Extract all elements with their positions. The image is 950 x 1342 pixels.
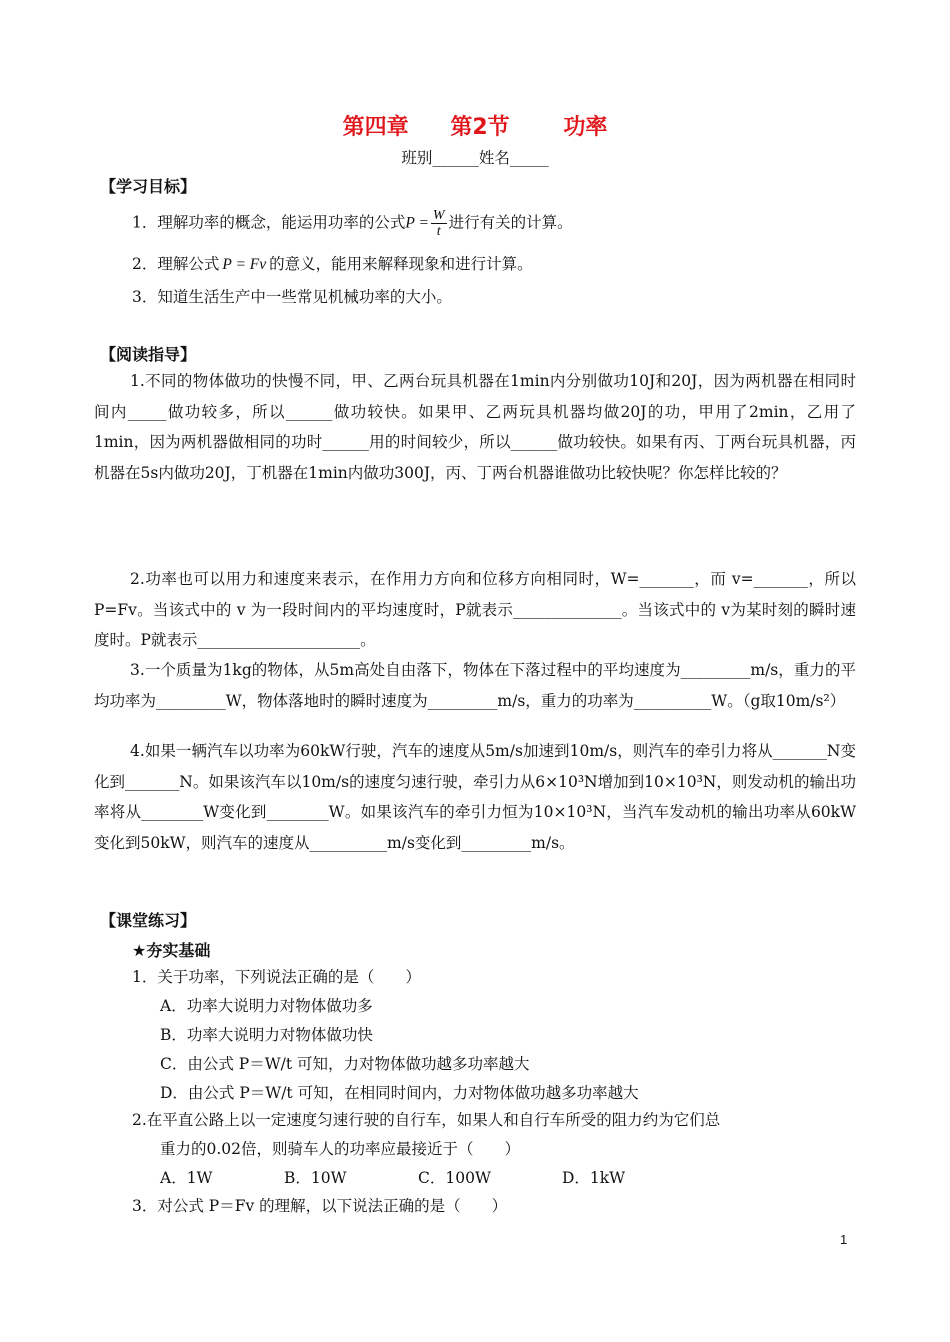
- reading-paragraph-1: 1.不同的物体做功的快慢不同，甲、乙两台玩具机器在1min内分别做功10J和20J，因为两机器在相同时间内_____做功较多，所以______做功较快。如果甲、乙两玩具机器均做20J的功，甲用了2min，乙用了1min，因为两机器做相同的功时______用的时间较少，所以______做功较快。如果有丙、丁两台玩具机器，丙机器在5s内做功20J，丁机器在1min内做功300J，丙、丁两台机器谁做功比较快呢？你怎样比较的？: [94, 372, 856, 482]
- goal-1: [132, 208, 573, 239]
- reading-paragraph-4: 4.如果一辆汽车以功率为60kW行驶，汽车的速度从5m/s加速到10m/s，则汽车的牵引力将从_______N变化到_______N。如果该汽车以10m/s的速度匀速行驶，牵引力从6×10³N增加到10×10³N，则发动机的输出功率将从________W变化到________W。如果该汽车的牵引力恒为10×10³N，当汽车发动机的输出功率从60kW变化到50kW，则汽车的速度从__________m/s变化到_________m/s。: [94, 742, 856, 852]
- reading-paragraph-2: 2.功率也可以用力和速度来表示，在作用力方向和位移方向相同时，W=_______，而 v=_______，所以 P=Fv。当该式中的 v 为一段时间内的平均速度时，P就表示______________。当该式中的 v为某时刻的瞬时速度时。P就表示_____________________。: [94, 570, 856, 649]
- question-1-option-b: B．功率大说明力对物体做功快: [160, 1026, 373, 1044]
- question-1: 1．关于功率，下列说法正确的是（ ）: [132, 968, 421, 986]
- question-1-option-a: A．功率大说明力对物体做功多: [160, 997, 373, 1015]
- fraction-numerator: W: [432, 208, 445, 223]
- title-chapter: 第四章: [342, 115, 409, 140]
- goal-1-fraction: [431, 208, 447, 239]
- question-2-line-2: 重力的0.02倍，则骑车人的功率应最接近于（ ）: [160, 1140, 521, 1158]
- page-title: [0, 110, 950, 141]
- question-2-option-b: B．10W: [284, 1169, 347, 1187]
- basic-heading: ★夯实基础: [132, 941, 211, 960]
- goal-1-post: 进行有关的计算。: [448, 213, 573, 232]
- title-topic: 功率: [563, 115, 608, 140]
- question-1-option-d: D．由公式 P＝W/t 可知，在相同时间内，力对物体做功越多功率越大: [160, 1084, 639, 1102]
- question-3: 3．对公式 P＝Fv 的理解，以下说法正确的是（ ）: [132, 1197, 508, 1215]
- heading-practice: 【课堂练习】: [100, 911, 197, 930]
- goal-2-post: 的意义，能用来解释现象和进行计算。: [269, 255, 533, 273]
- question-2-option-c: C．100W: [418, 1169, 491, 1187]
- heading-goals: 【学习目标】: [100, 177, 197, 196]
- question-2-option-a: A．1W: [160, 1169, 213, 1187]
- title-section: 第2节: [450, 115, 510, 140]
- goal-3: 3．知道生活生产中一些常见机械功率的大小。: [132, 288, 452, 306]
- goal-2-formula: P = Fv: [222, 256, 267, 273]
- goal-2: [132, 254, 533, 275]
- goal-1-pre: 1．理解功率的概念，能运用功率的公式: [132, 213, 406, 232]
- fraction-denominator: t: [436, 224, 441, 239]
- heading-reading: 【阅读指导】: [100, 345, 197, 364]
- class-name-line: 班别______姓名_____: [401, 149, 549, 167]
- goal-1-formula-lhs: P =: [405, 214, 429, 232]
- question-2-line-1: 2.在平直公路上以一定速度匀速行驶的自行车，如果人和自行车所受的阻力约为它们总: [132, 1111, 721, 1129]
- reading-paragraph-3: 3.一个质量为1kg的物体，从5m高处自由落下，物体在下落过程中的平均速度为_________m/s，重力的平均功率为_________W，物体落地时的瞬时速度为_________m/s，重力的功率为__________W。（g取10m/s²）: [94, 661, 856, 710]
- goal-2-pre: 2．理解公式: [132, 255, 220, 273]
- question-2-option-d: D．1kW: [562, 1169, 626, 1187]
- question-1-option-c: C．由公式 P＝W/t 可知，力对物体做功越多功率越大: [160, 1055, 530, 1073]
- page-number: 1: [840, 1232, 848, 1247]
